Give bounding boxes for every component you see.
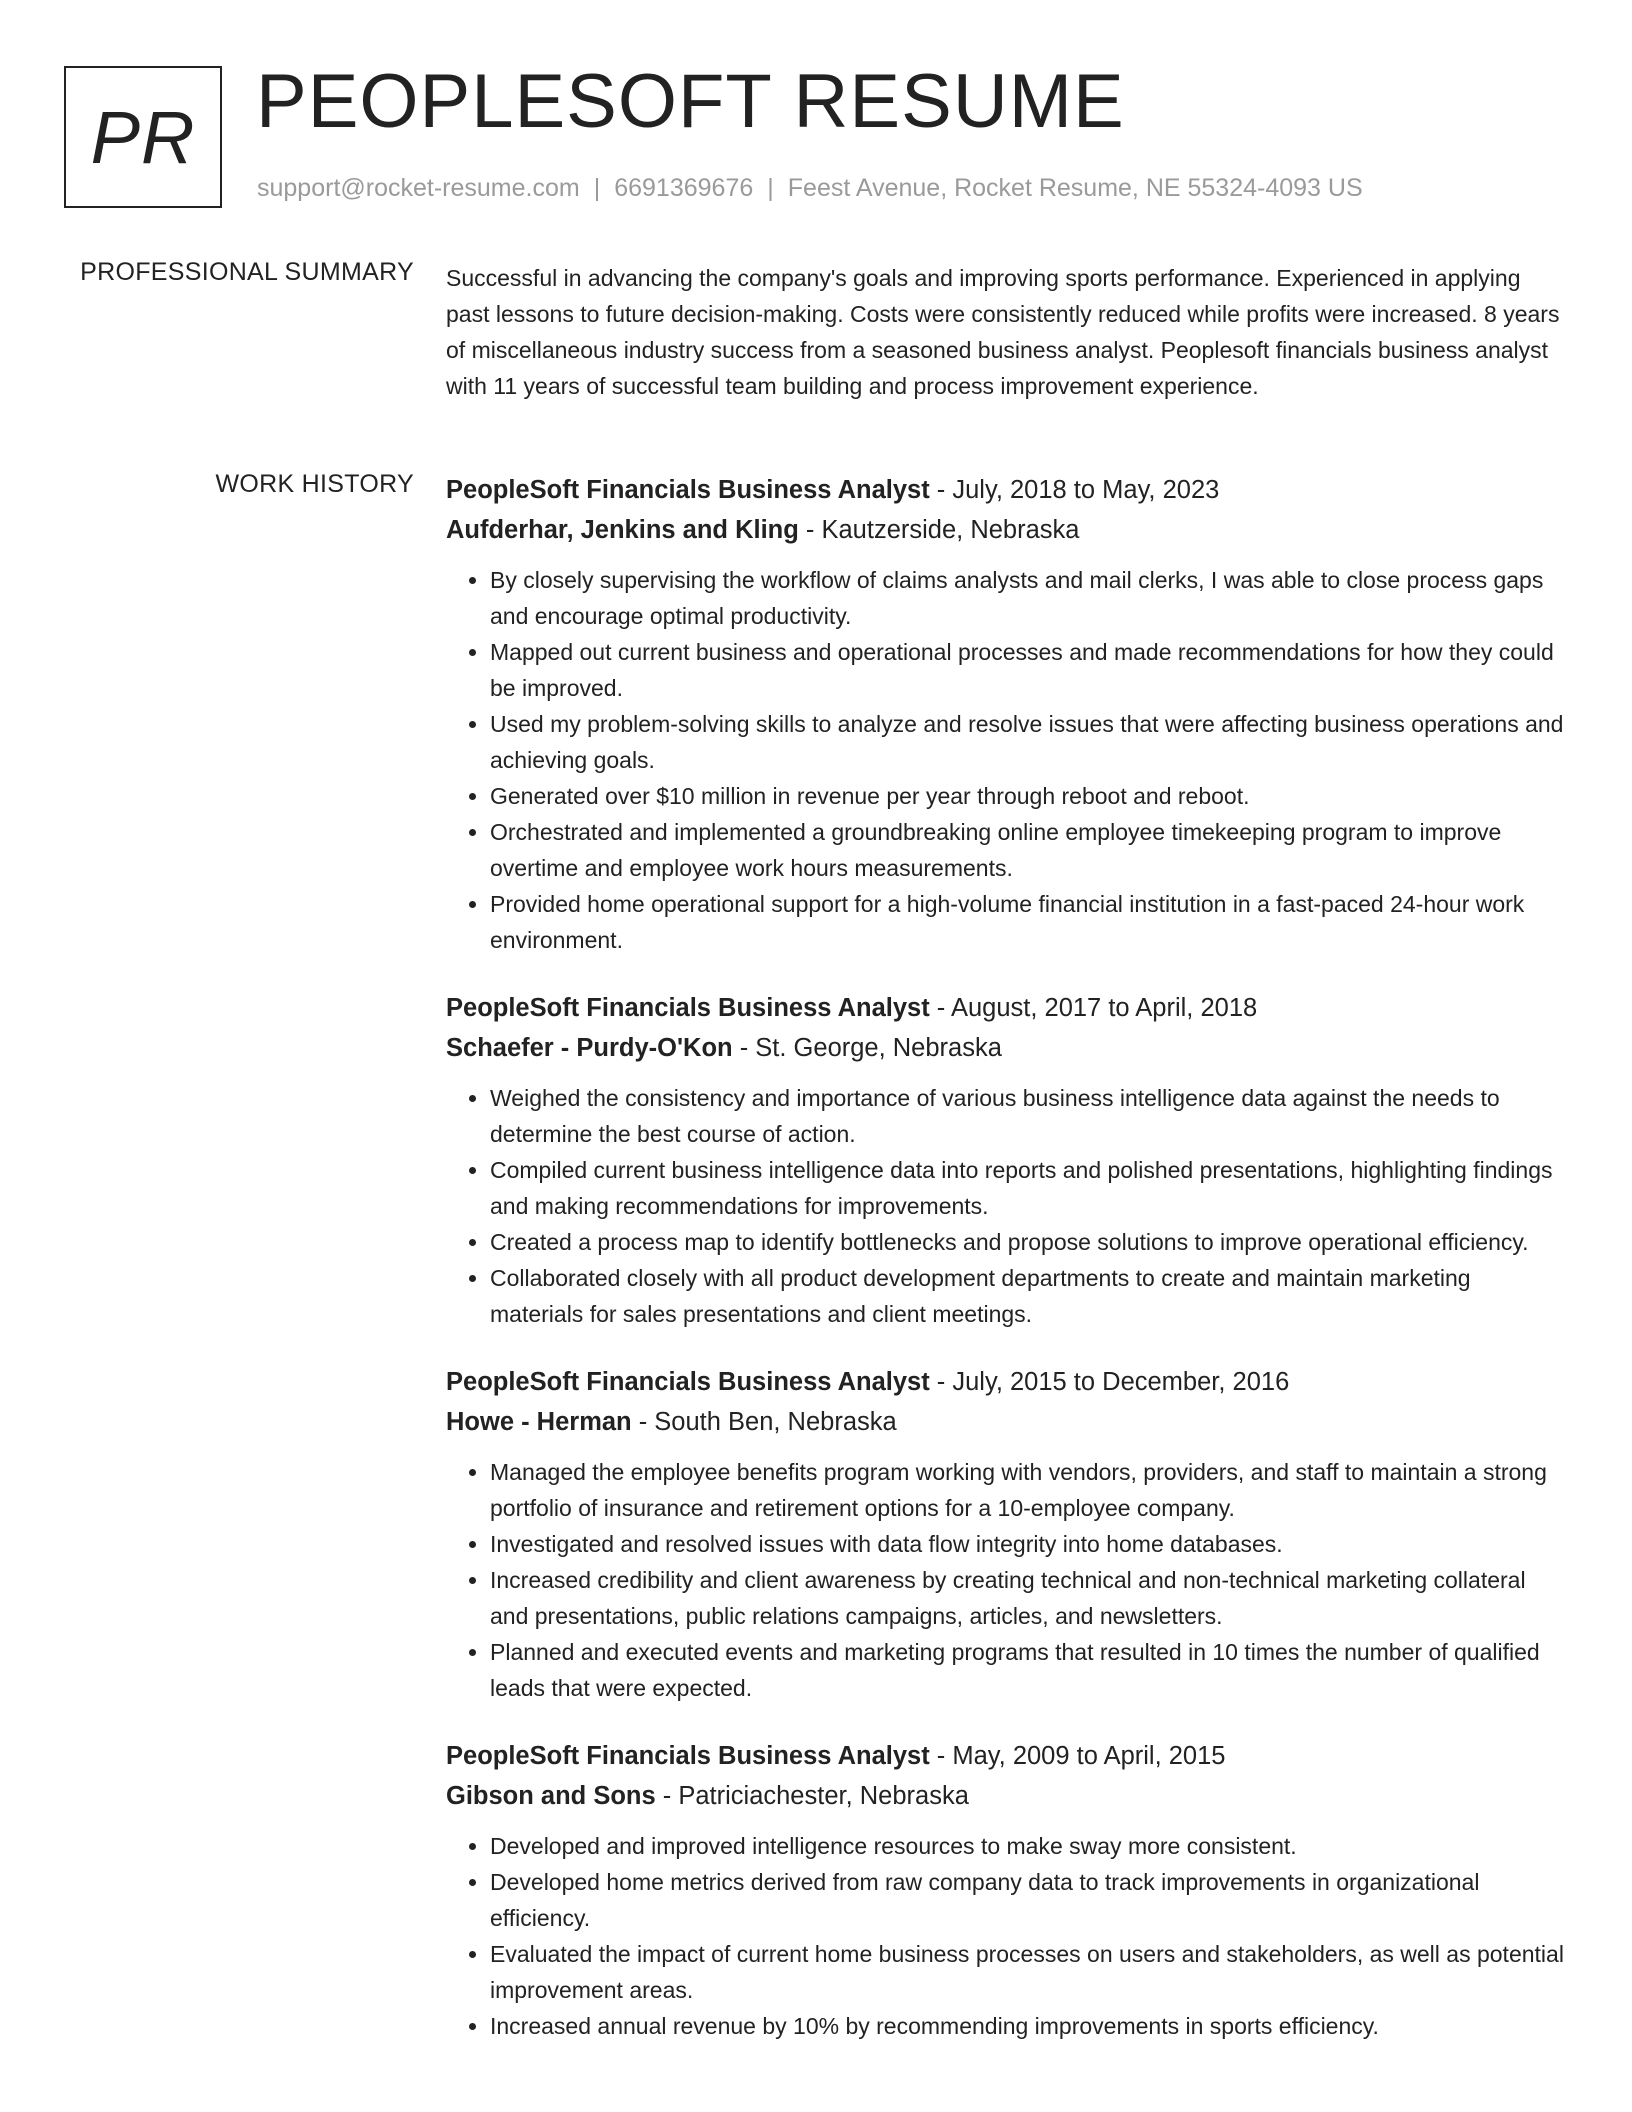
- job-location: - South Ben, Nebraska: [631, 1408, 897, 1436]
- job-bullet: • Developed home metrics derived from raw company data to track improvements in organizational efficiency.: [490, 1864, 1564, 1936]
- contact-address: Feest Avenue, Rocket Resume, NE 55324-4093 US: [787, 174, 1363, 202]
- job-entry: [446, 988, 1564, 1332]
- job-dates: - July, 2015 to December, 2016: [929, 1368, 1290, 1396]
- job-bullet: • Increased credibility and client awareness by creating technical and non-technical marketing collateral and presentations, public relations campaigns, articles, and newsletters.: [490, 1562, 1564, 1634]
- job-company: Schaefer - Purdy-O'Kon: [446, 1034, 733, 1062]
- job-title-line: [446, 470, 1564, 510]
- job-bullet: • Generated over $10 million in revenue per year through reboot and reboot.: [490, 778, 1564, 814]
- job-bullet: • Developed and improved intelligence resources to make sway more consistent.: [490, 1828, 1564, 1864]
- job-bullets: [446, 562, 1564, 958]
- job-title-line: [446, 988, 1564, 1028]
- job-dates: - July, 2018 to May, 2023: [929, 476, 1220, 504]
- job-entry: [446, 1736, 1564, 2044]
- job-bullet: • Evaluated the impact of current home business processes on users and stakeholders, as well as potential improvement areas.: [490, 1936, 1564, 2008]
- job-bullet: • Orchestrated and implemented a groundbreaking online employee timekeeping program to improve overtime and employee work hours measurements.: [490, 814, 1564, 886]
- job-company-line: [446, 510, 1564, 550]
- job-company: Gibson and Sons: [446, 1782, 656, 1810]
- job-location: - St. George, Nebraska: [732, 1034, 1002, 1062]
- job-bullets: [446, 1454, 1564, 1706]
- job-bullet: • Compiled current business intelligence data into reports and polished presentations, highlighting findings and making recommendations for improvements.: [490, 1152, 1564, 1224]
- job-bullet: • Increased annual revenue by 10% by recommending improvements in sports efficiency.: [490, 2008, 1564, 2044]
- job-entry: [446, 1362, 1564, 1706]
- job-bullets: [446, 1828, 1564, 2044]
- job-title: PeopleSoft Financials Business Analyst: [446, 476, 930, 504]
- job-bullet: • Used my problem-solving skills to analyze and resolve issues that were affecting business operations and achieving goals.: [490, 706, 1564, 778]
- job-entry: [446, 470, 1564, 958]
- contact-email: support@rocket-resume.com: [257, 174, 580, 202]
- job-bullets: [446, 1080, 1564, 1332]
- job-company-line: [446, 1028, 1564, 1068]
- job-bullet: • Planned and executed events and marketing programs that resulted in 10 times the number of qualified leads that were expected.: [490, 1634, 1564, 1706]
- job-title-line: [446, 1736, 1564, 1776]
- job-company-line: [446, 1402, 1564, 1442]
- resume-name: PEOPLESOFT RESUME: [256, 59, 1125, 144]
- job-location: - Patriciachester, Nebraska: [655, 1782, 969, 1810]
- summary-section-label: PROFESSIONAL SUMMARY: [80, 258, 414, 286]
- job-title-line: [446, 1362, 1564, 1402]
- job-company: Aufderhar, Jenkins and Kling: [446, 516, 799, 544]
- work-history-list: [446, 470, 1564, 2074]
- job-bullet: • By closely supervising the workflow of claims analysts and mail clerks, I was able to close process gaps and encourage optimal productivity.: [490, 562, 1564, 634]
- job-dates: - August, 2017 to April, 2018: [929, 994, 1258, 1022]
- job-bullet: • Managed the employee benefits program working with vendors, providers, and staff to maintain a strong portfolio of insurance and retirement options for a 10-employee company.: [490, 1454, 1564, 1526]
- work-history-section-label: WORK HISTORY: [215, 470, 414, 498]
- job-bullet: • Mapped out current business and operational processes and made recommendations for how they could be improved.: [490, 634, 1564, 706]
- job-bullet: • Weighed the consistency and importance of various business intelligence data against the needs to determine the best course of action.: [490, 1080, 1564, 1152]
- job-bullet: • Provided home operational support for a high-volume financial institution in a fast-paced 24-hour work environment.: [490, 886, 1564, 958]
- contact-separator: |: [593, 174, 601, 202]
- job-location: - Kautzerside, Nebraska: [798, 516, 1080, 544]
- contact-phone: 6691369676: [614, 174, 754, 202]
- job-dates: - May, 2009 to April, 2015: [929, 1742, 1226, 1770]
- job-title: PeopleSoft Financials Business Analyst: [446, 1368, 930, 1396]
- job-bullet: • Investigated and resolved issues with data flow integrity into home databases.: [490, 1526, 1564, 1562]
- job-title: PeopleSoft Financials Business Analyst: [446, 1742, 930, 1770]
- contact-line: [257, 174, 1363, 203]
- monogram-logo: PR: [64, 66, 222, 208]
- job-company-line: [446, 1776, 1564, 1816]
- summary-text: Successful in advancing the company's goals and improving sports performance. Experienced in applying past lessons to future decision-making. Costs were consistently reduced while profits were increased. 8 years of miscellaneous industry success from a seasoned business analyst. Peoplesoft financials business analyst with 11 years of successful team building and process improvement experience.: [446, 265, 1560, 399]
- job-bullet: • Collaborated closely with all product development departments to create and maintain marketing materials for sales presentations and client meetings.: [490, 1260, 1564, 1332]
- contact-separator: |: [767, 174, 774, 202]
- job-company: Howe - Herman: [446, 1408, 632, 1436]
- job-bullet: • Created a process map to identify bottlenecks and propose solutions to improve operational efficiency.: [490, 1224, 1564, 1260]
- job-title: PeopleSoft Financials Business Analyst: [446, 994, 930, 1022]
